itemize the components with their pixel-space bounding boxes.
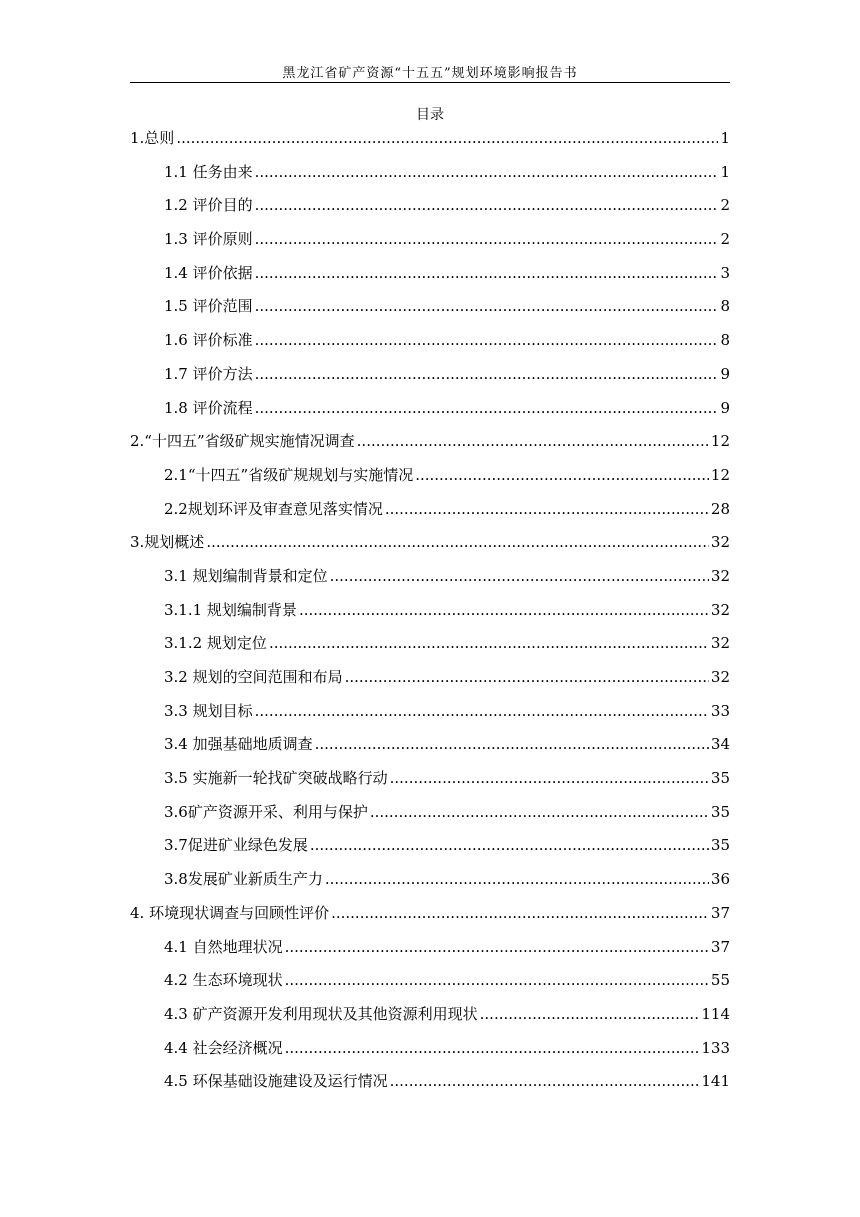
toc-entry[interactable]: [130, 931, 730, 965]
toc-entry[interactable]: [130, 392, 730, 426]
toc-entry[interactable]: [130, 1032, 730, 1066]
toc-entry-label: 4.3 矿产资源开发利用现状及其他资源利用现状: [164, 1004, 478, 1023]
toc-entry-page: 133: [701, 1038, 730, 1057]
toc-leader-dots: [390, 1065, 700, 1099]
toc-entry[interactable]: [130, 998, 730, 1032]
toc-entry[interactable]: [130, 324, 730, 358]
toc-entry-label: 2.“十四五”省级矿规实施情况调查: [130, 432, 355, 451]
toc-leader-dots: [357, 425, 709, 459]
toc-entry-page: 33: [710, 701, 730, 720]
toc-entry-page: 32: [710, 600, 730, 619]
toc-entry[interactable]: [130, 796, 730, 830]
toc-entry-page: 32: [710, 634, 730, 653]
toc-leader-dots: [255, 257, 719, 291]
toc-entry[interactable]: [130, 290, 730, 324]
toc-entry-page: 32: [710, 566, 730, 585]
toc-leader-dots: [255, 695, 709, 729]
toc-entry-page: 9: [720, 398, 730, 417]
toc-entry-label: 4.4 社会经济概况: [164, 1038, 283, 1057]
toc-leader-dots: [206, 526, 709, 560]
toc-entry-page: 34: [710, 735, 730, 754]
toc-entry-label: 3.1.1 规划编制背景: [164, 600, 297, 619]
toc-leader-dots: [331, 897, 709, 931]
header-rule: [130, 82, 730, 83]
toc-entry-label: 3.6矿产资源开采、利用与保护: [164, 802, 368, 821]
toc-entry[interactable]: [130, 594, 730, 628]
toc-leader-dots: [269, 627, 709, 661]
toc-entry-page: 36: [710, 870, 730, 889]
toc-entry-label: 1.总则: [130, 129, 175, 147]
toc-entry-label: 1.1 任务由来: [164, 162, 253, 181]
toc-entry[interactable]: [130, 728, 730, 762]
toc-entry-page: 1: [720, 162, 730, 181]
toc-leader-dots: [415, 459, 709, 493]
toc-entry-page: 9: [720, 364, 730, 383]
toc-entry[interactable]: [130, 695, 730, 729]
toc-entry-page: 55: [710, 971, 730, 990]
toc-entry[interactable]: [130, 863, 730, 897]
toc-entry-label: 1.5 评价范围: [164, 297, 253, 316]
toc-entry-page: 8: [720, 331, 730, 350]
toc-entry-label: 3.1.2 规划定位: [164, 634, 267, 653]
toc-entry-page: 1: [720, 129, 730, 147]
toc-entry-page: 32: [710, 668, 730, 686]
toc-entry[interactable]: [130, 1065, 730, 1099]
toc-leader-dots: [385, 493, 709, 527]
toc-entry[interactable]: [130, 425, 730, 459]
toc-leader-dots: [285, 964, 709, 998]
toc-leader-dots: [310, 829, 709, 863]
toc-entry[interactable]: [130, 189, 730, 223]
toc-entry[interactable]: [130, 493, 730, 527]
toc-leader-dots: [345, 661, 709, 695]
toc-entry-page: 8: [720, 297, 730, 316]
toc-entry-page: 2: [720, 196, 730, 215]
toc-entry-page: 37: [710, 937, 730, 956]
toc-leader-dots: [390, 762, 709, 796]
toc-entry[interactable]: [130, 762, 730, 796]
toc-entry-label: 3.3 规划目标: [164, 701, 253, 720]
toc-entry[interactable]: [130, 526, 730, 560]
toc-entry-label: 3.4 加强基础地质调查: [164, 735, 313, 754]
toc-entry-page: 35: [710, 836, 730, 855]
toc-entry[interactable]: [130, 560, 730, 594]
toc-entry-page: 35: [710, 802, 730, 821]
toc-entry[interactable]: [130, 156, 730, 190]
toc-entry-label: 3.2 规划的空间范围和布局: [164, 668, 343, 686]
toc-entry-page: 3: [720, 263, 730, 282]
toc-list: [130, 122, 730, 1099]
toc-entry[interactable]: [130, 829, 730, 863]
toc-leader-dots: [176, 122, 718, 156]
toc-leader-dots: [255, 290, 719, 324]
toc-entry[interactable]: [130, 627, 730, 661]
toc-entry-page: 2: [720, 230, 730, 249]
toc-entry-label: 4.2 生态环境现状: [164, 971, 283, 990]
toc-entry-page: 114: [701, 1004, 730, 1023]
toc-entry-label: 3.5 实施新一轮找矿突破战略行动: [164, 769, 388, 788]
toc-entry[interactable]: [130, 661, 730, 695]
toc-leader-dots: [315, 728, 709, 762]
toc-leader-dots: [325, 863, 709, 897]
page-header: 黑龙江省矿产资源“十五五”规划环境影响报告书: [282, 66, 578, 81]
toc-leader-dots: [330, 560, 709, 594]
toc-entry-page: 35: [710, 769, 730, 788]
toc-entry[interactable]: [130, 964, 730, 998]
toc-entry[interactable]: [130, 897, 730, 931]
toc-entry-label: 1.2 评价目的: [164, 196, 253, 215]
toc-entry-label: 1.7 评价方法: [164, 364, 253, 383]
toc-leader-dots: [299, 594, 709, 628]
toc-entry[interactable]: [130, 257, 730, 291]
toc-entry[interactable]: [130, 459, 730, 493]
toc-entry-label: 1.3 评价原则: [164, 230, 253, 249]
toc-entry-label: 1.8 评价流程: [164, 398, 253, 417]
toc-entry-label: 4.1 自然地理状况: [164, 937, 283, 956]
toc-entry-page: 32: [710, 533, 730, 552]
toc-entry-label: 2.1“十四五”省级矿规规划与实施情况: [164, 465, 414, 484]
toc-entry-page: 141: [701, 1072, 730, 1091]
toc-entry-label: 4.5 环保基础设施建设及运行情况: [164, 1072, 388, 1091]
toc-entry-page: 12: [710, 465, 730, 484]
toc-leader-dots: [370, 796, 709, 830]
toc-entry-page: 37: [710, 903, 730, 922]
toc-leader-dots: [480, 998, 700, 1032]
toc-entry-label: 4. 环境现状调查与回顾性评价: [130, 903, 330, 922]
toc-leader-dots: [255, 392, 719, 426]
toc-entry-page: 12: [710, 432, 730, 451]
toc-entry[interactable]: [130, 122, 730, 156]
toc-leader-dots: [255, 324, 719, 358]
toc-leader-dots: [285, 931, 709, 965]
toc-leader-dots: [255, 223, 719, 257]
toc-entry[interactable]: [130, 223, 730, 257]
toc-entry-label: 3.1 规划编制背景和定位: [164, 566, 328, 585]
toc-leader-dots: [255, 358, 719, 392]
toc-leader-dots: [255, 189, 719, 223]
toc-entry-label: 1.4 评价依据: [164, 263, 253, 282]
toc-entry-label: 3.8发展矿业新质生产力: [164, 870, 323, 889]
toc-entry[interactable]: [130, 358, 730, 392]
toc-entry-label: 3.规划概述: [130, 533, 205, 552]
toc-leader-dots: [285, 1032, 700, 1066]
toc-entry-page: 28: [710, 499, 730, 518]
toc-leader-dots: [255, 156, 719, 190]
toc-entry-label: 3.7促进矿业绿色发展: [164, 836, 308, 855]
toc-title: 目录: [416, 107, 444, 123]
toc-entry-label: 1.6 评价标准: [164, 331, 253, 350]
toc-entry-label: 2.2规划环评及审查意见落实情况: [164, 499, 383, 518]
